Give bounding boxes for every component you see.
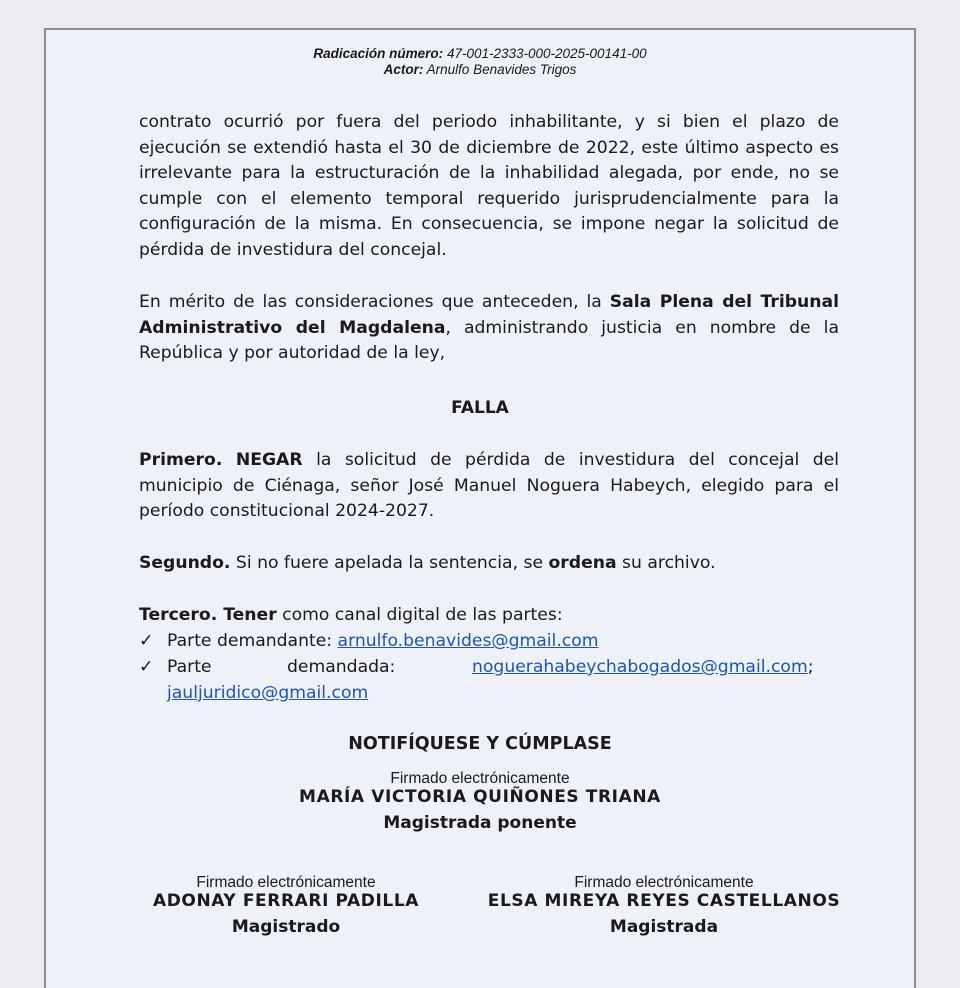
main-signer-role: Magistrada ponente	[383, 813, 577, 833]
paragraph-segundo	[139, 551, 839, 577]
left-signer-name: ADONAY FERRARI PADILLA	[152, 891, 420, 911]
tercero-text: como canal digital de las partes:	[276, 605, 563, 625]
primero-label: Primero.	[139, 450, 223, 470]
actor-label: Actor:	[383, 62, 424, 77]
checkmark-icon: ✓	[139, 657, 154, 677]
list-item-demandada	[139, 655, 849, 681]
actor-line	[46, 62, 914, 78]
demandada-email-link-1	[472, 655, 813, 681]
left-signed-label: Firmado electrónicamente	[196, 874, 376, 891]
list-item-demandante	[139, 629, 839, 655]
right-signature	[464, 875, 864, 939]
left-signer-role: Magistrado	[231, 917, 341, 937]
demandante-email-link[interactable]: arnulfo.benavides@gmail.com	[337, 631, 599, 651]
main-signed-label: Firmado electrónicamente	[390, 770, 570, 787]
main-signature	[46, 771, 914, 835]
segundo-label: Segundo.	[139, 553, 231, 573]
demandada-email-link-2[interactable]: jauljuridico@gmail.com	[167, 683, 369, 703]
merito-rest: , administrando justicia en nombre de la República y por autoridad de la ley,	[139, 317, 839, 363]
paragraph-tercero	[139, 603, 839, 629]
primero-verb: NEGAR	[235, 450, 303, 470]
segundo-pre: Si no fuere apelada la sentencia, se	[230, 553, 549, 573]
left-signature	[136, 875, 436, 939]
paragraph-consideration: contrato ocurrió por fuera del periodo inhabilitante, y si bien el plazo de ejecución se extendió hasta el 30 de diciembre de 2022, este último aspecto es irrelevante para la estructuración de la inhabilidad alegada, por ende, no se cumple con el elemento temporal requerido jurisprudencialmente para la configuración de la misma. En consecuencia, se impone negar la solicitud de pérdida de investidura del concejal.	[139, 112, 839, 260]
right-signed-label: Firmado electrónicamente	[574, 874, 754, 891]
paragraph-primero	[139, 448, 839, 525]
radicacion-line	[46, 46, 914, 62]
segundo-post: su archivo.	[616, 553, 716, 573]
demandante-label: Parte demandante:	[167, 631, 333, 651]
demandada-word-label: demandada:	[287, 657, 396, 677]
radicacion-label: Radicación número:	[313, 46, 444, 61]
segundo-ordena: ordena	[548, 553, 617, 573]
merito-court-name: Sala Plena del Tribunal Administrativo del Magdalena	[139, 292, 840, 338]
document-page	[44, 28, 916, 988]
email-separator: ;	[807, 657, 814, 677]
primero-text: la solicitud de pérdida de investidura del concejal del municipio de Ciénaga, señor José Manuel Noguera Habeych, elegido para el período constitucional 2024-2027.	[139, 450, 839, 521]
merito-intro: En mérito de las consideraciones que anteceden, la	[139, 292, 610, 312]
demandada-email-1[interactable]: noguerahabeychabogados@gmail.com	[472, 657, 808, 677]
falla-heading: FALLA	[451, 398, 509, 418]
demandada-word-parte: Parte	[167, 657, 212, 677]
radicacion-value: 47-001-2333-000-2025-00141-00	[446, 46, 647, 61]
checkmark-icon: ✓	[139, 631, 154, 651]
right-signer-role: Magistrada	[609, 917, 719, 937]
list-item-demandada-cont	[167, 681, 867, 707]
actor-value: Arnulfo Benavides Trigos	[426, 62, 577, 77]
main-signer-name: MARÍA VICTORIA QUIÑONES TRIANA	[299, 787, 661, 807]
paragraph-merito	[139, 290, 839, 367]
document-header	[46, 46, 914, 78]
tercero-label: Tercero. Tener	[139, 605, 277, 625]
right-signer-name: ELSA MIREYA REYES CASTELLANOS	[487, 891, 841, 911]
notifiquese-heading: NOTIFÍQUESE Y CÚMPLASE	[348, 734, 612, 754]
